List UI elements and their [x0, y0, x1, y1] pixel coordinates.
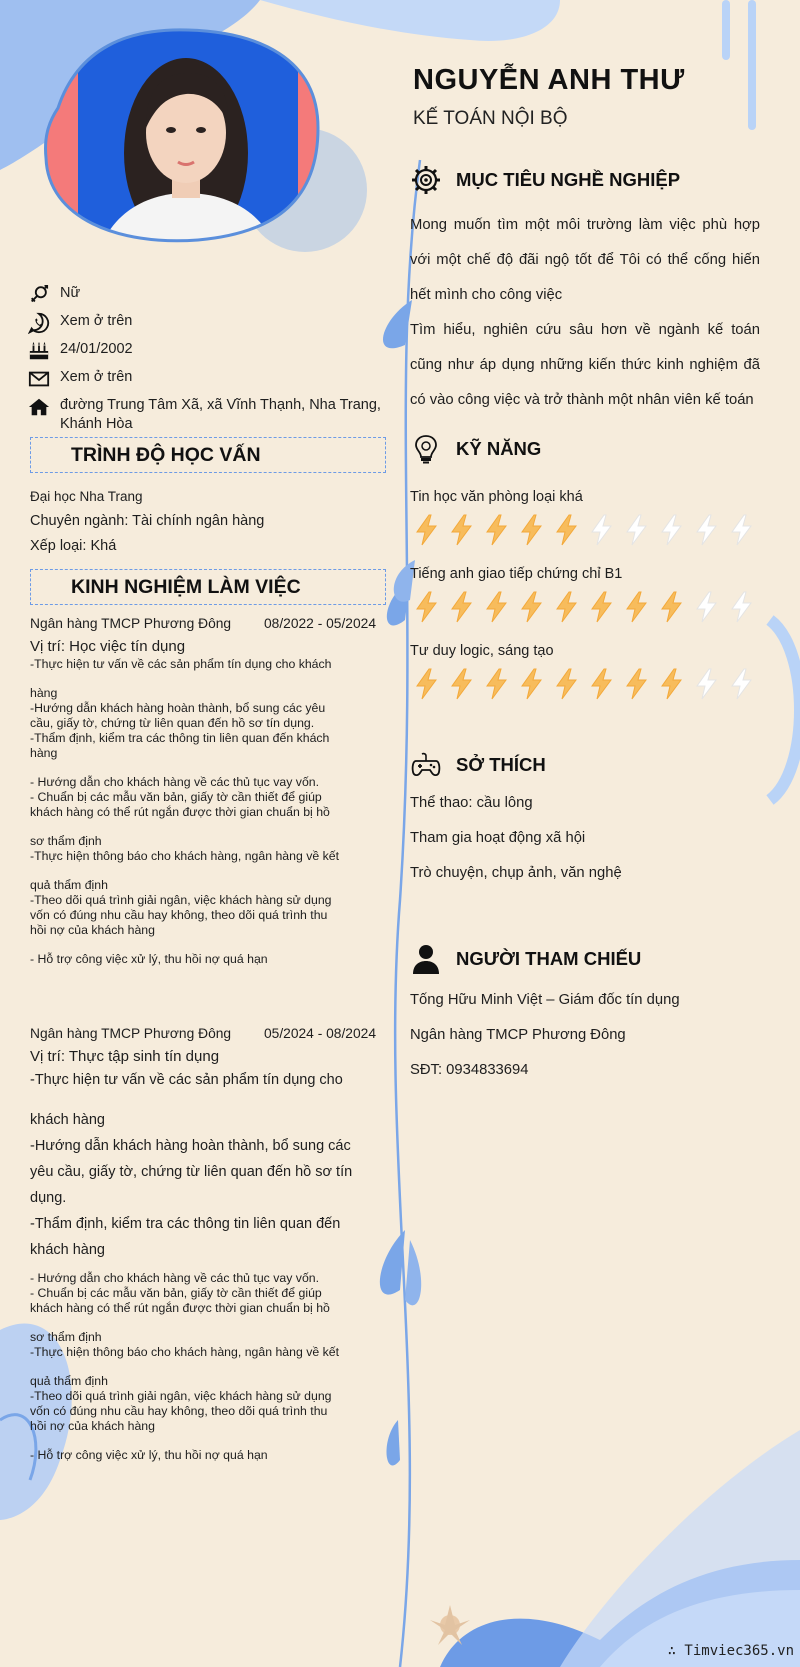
contact-phone: Xem ở trên	[28, 312, 388, 340]
description-line: sơ thẩm định	[30, 834, 102, 848]
education-heading: TRÌNH ĐỘ HỌC VẤN	[30, 437, 386, 473]
bolt-empty-icon	[655, 513, 689, 547]
description-line: cầu, giấy tờ, chứng từ liên quan đến hồ sơ tín dụng.	[30, 716, 315, 730]
contact-address: đường Trung Tâm Xã, xã Vĩnh Thạnh, Nha Trang, Khánh Hòa	[28, 396, 388, 424]
experience-job-1	[30, 616, 376, 967]
skill-name: Tiếng anh giao tiếp chứng chỉ B1	[410, 566, 623, 582]
description-line	[30, 864, 376, 878]
job-company: Ngân hàng TMCP Phương Đông	[30, 616, 232, 631]
objective-line-2: Tìm hiểu, nghiên cứu sâu hơn về ngành kế toán cũng như áp dụng những kiến thức kinh nghiệm đã có vào công việc và trở thành một nhân viên kế toán	[410, 322, 760, 408]
bolt-filled-icon	[655, 667, 689, 701]
description-line	[30, 761, 376, 775]
description-line	[30, 672, 376, 686]
description-line: hàng	[30, 746, 58, 760]
description-line: - Hướng dẫn cho khách hàng về các thủ tục vay vốn.	[30, 775, 320, 789]
contact-info	[28, 284, 388, 432]
description-line: quả thẩm định	[30, 1374, 108, 1388]
person-icon	[410, 943, 442, 975]
list-item: Trò chuyện, chụp ảnh, văn nghệ	[410, 865, 622, 881]
bolt-empty-icon	[725, 667, 759, 701]
objective-text	[410, 208, 760, 418]
watermark: ∴ Timviec365.vn	[667, 1643, 794, 1659]
reference-list	[410, 983, 680, 1088]
bolt-filled-icon	[550, 513, 584, 547]
bolt-filled-icon	[585, 667, 619, 701]
description-line: khách hàng có thể rút ngắn được thời gian chuẩn bị hồ	[30, 1301, 330, 1315]
description-line: -Thực hiện thông báo cho khách hàng, ngân hàng về kết	[30, 849, 340, 863]
description-line: - Hỗ trợ công việc xử lý, thu hồi nợ quá hạn	[30, 1448, 268, 1462]
reference-heading: NGƯỜI THAM CHIẾU	[410, 943, 641, 975]
bolt-filled-icon	[410, 513, 444, 547]
bolt-filled-icon	[445, 590, 479, 624]
description-line: -Theo dõi quá trình giải ngân, việc khách hàng sử dụng	[30, 893, 332, 907]
bolt-filled-icon	[480, 667, 514, 701]
description-line: sơ thẩm định	[30, 1330, 102, 1344]
gender-icon	[28, 284, 50, 306]
job-description-main	[30, 1067, 376, 1263]
description-line: quả thẩm định	[30, 878, 108, 892]
skill-item	[410, 643, 770, 720]
skill-item	[410, 566, 770, 643]
description-line: khách hàng	[30, 1242, 105, 1258]
bolt-filled-icon	[550, 590, 584, 624]
description-line: -Theo dõi quá trình giải ngân, việc khách hàng sử dụng	[30, 1389, 332, 1403]
job-position: Vị trí: Học việc tín dụng	[30, 638, 186, 655]
birthday-cake-icon	[28, 340, 50, 362]
bolt-empty-icon	[620, 513, 654, 547]
description-line: hồi nợ của khách hàng	[30, 1419, 155, 1433]
job-period: 08/2022 - 05/2024	[263, 616, 376, 631]
bolt-filled-icon	[620, 667, 654, 701]
description-line	[30, 1316, 376, 1330]
description-line: - Chuẩn bị các mẫu văn bản, giấy tờ cần thiết để giúp	[30, 1286, 322, 1300]
description-line: -Hướng dẫn khách hàng hoàn thành, bổ sung các yêu	[30, 701, 326, 715]
contact-email: Xem ở trên	[28, 368, 388, 396]
bolt-empty-icon	[690, 513, 724, 547]
list-item: Thể thao: cầu lông	[410, 795, 533, 811]
bolt-filled-icon	[480, 590, 514, 624]
list-item: SĐT: 0934833694	[410, 1062, 529, 1078]
bolt-filled-icon	[445, 667, 479, 701]
bolt-empty-icon	[690, 667, 724, 701]
description-line: khách hàng có thể rút ngắn được thời gian chuẩn bị hồ	[30, 805, 330, 819]
description-line: - Chuẩn bị các mẫu văn bản, giấy tờ cần thiết để giúp	[30, 790, 322, 804]
job-company: Ngân hàng TMCP Phương Đông	[30, 1026, 232, 1041]
bolt-filled-icon	[410, 590, 444, 624]
contact-gender: Nữ	[28, 284, 388, 312]
skill-rating	[410, 513, 770, 547]
gamepad-icon	[410, 749, 442, 781]
education-section	[30, 484, 264, 559]
job-title: KẾ TOÁN NỘI BỘ	[413, 108, 568, 129]
description-line: vốn có đúng nhu cầu hay không, theo dõi quá trình thu	[30, 908, 328, 922]
home-icon	[28, 396, 50, 418]
bolt-empty-icon	[725, 513, 759, 547]
description-line: hồi nợ của khách hàng	[30, 923, 155, 937]
skill-item	[410, 489, 770, 566]
list-item: Tham gia hoạt động xã hội	[410, 830, 586, 846]
profile-photo	[38, 18, 340, 258]
bolt-empty-icon	[725, 590, 759, 624]
skills-list	[410, 489, 770, 720]
education-school: Đại học Nha Trang	[30, 489, 143, 504]
education-rank: Xếp loại: Khá	[30, 538, 117, 554]
description-line: vốn có đúng nhu cầu hay không, theo dõi quá trình thu	[30, 1404, 328, 1418]
bolt-filled-icon	[515, 590, 549, 624]
gear-target-icon	[410, 164, 442, 196]
description-line: - Hỗ trợ công việc xử lý, thu hồi nợ quá hạn	[30, 952, 268, 966]
education-major: Chuyên ngành: Tài chính ngân hàng	[30, 513, 265, 529]
skill-name: Tư duy logic, sáng tạo	[410, 643, 554, 659]
objective-heading: MỤC TIÊU NGHỀ NGHIỆP	[410, 164, 680, 196]
description-line: -Thực hiện thông báo cho khách hàng, ngân hàng về kết	[30, 1345, 340, 1359]
bolt-filled-icon	[445, 513, 479, 547]
whatsapp-phone-icon	[28, 312, 50, 334]
bolt-filled-icon	[515, 667, 549, 701]
experience-heading: KINH NGHIỆM LÀM VIỆC	[30, 569, 386, 605]
objective-line-1: Mong muốn tìm một môi trường làm việc phù hợp với một chế độ đãi ngộ tốt để Tôi có thể cống hiến hết mình cho công việc	[410, 217, 760, 303]
description-line: - Hướng dẫn cho khách hàng về các thủ tục vay vốn.	[30, 1271, 320, 1285]
description-line	[30, 820, 376, 834]
description-line: dụng.	[30, 1190, 67, 1206]
list-item: Ngân hàng TMCP Phương Đông	[410, 1027, 626, 1043]
job-description-details	[30, 1271, 376, 1463]
candidate-name: NGUYỄN ANH THƯ	[413, 64, 685, 96]
bolt-filled-icon	[515, 513, 549, 547]
bolt-filled-icon	[585, 590, 619, 624]
description-line: -Hướng dẫn khách hàng hoàn thành, bổ sung các	[30, 1138, 351, 1154]
bolt-empty-icon	[690, 590, 724, 624]
description-line: -Thực hiện tư vấn về các sản phẩm tín dụng cho	[30, 1072, 343, 1088]
description-line: -Thẩm định, kiểm tra các thông tin liên quan đến khách	[30, 731, 330, 745]
description-line: -Thẩm định, kiểm tra các thông tin liên quan đến	[30, 1216, 341, 1232]
skill-name: Tin học văn phòng loại khá	[410, 489, 583, 505]
skill-rating	[410, 667, 770, 701]
job-description	[30, 657, 376, 967]
description-line	[30, 1093, 376, 1107]
bolt-filled-icon	[480, 513, 514, 547]
description-line: hàng	[30, 686, 58, 700]
bolt-filled-icon	[655, 590, 689, 624]
job-period: 05/2024 - 08/2024	[263, 1026, 376, 1041]
experience-job-2	[30, 1026, 376, 1463]
job-position: Vị trí: Thực tập sinh tín dụng	[30, 1048, 220, 1065]
description-line	[30, 938, 376, 952]
description-line: yêu cầu, giấy tờ, chứng từ liên quan đến hồ sơ tín	[30, 1164, 353, 1180]
envelope-icon	[28, 368, 50, 390]
skills-heading: KỸ NĂNG	[410, 433, 541, 465]
skill-rating	[410, 590, 770, 624]
contact-birthday: 24/01/2002	[28, 340, 388, 368]
description-line: -Thực hiện tư vấn về các sản phẩm tín dụng cho khách	[30, 657, 332, 671]
description-line	[30, 1434, 376, 1448]
lightbulb-icon	[410, 433, 442, 465]
bolt-filled-icon	[410, 667, 444, 701]
description-line	[30, 1360, 376, 1374]
bolt-empty-icon	[585, 513, 619, 547]
list-item: Tống Hữu Minh Việt – Giám đốc tín dụng	[410, 992, 680, 1008]
hobbies-heading: SỞ THÍCH	[410, 749, 546, 781]
hobbies-list	[410, 786, 622, 891]
bolt-filled-icon	[620, 590, 654, 624]
bolt-filled-icon	[550, 667, 584, 701]
description-line: khách hàng	[30, 1112, 105, 1128]
